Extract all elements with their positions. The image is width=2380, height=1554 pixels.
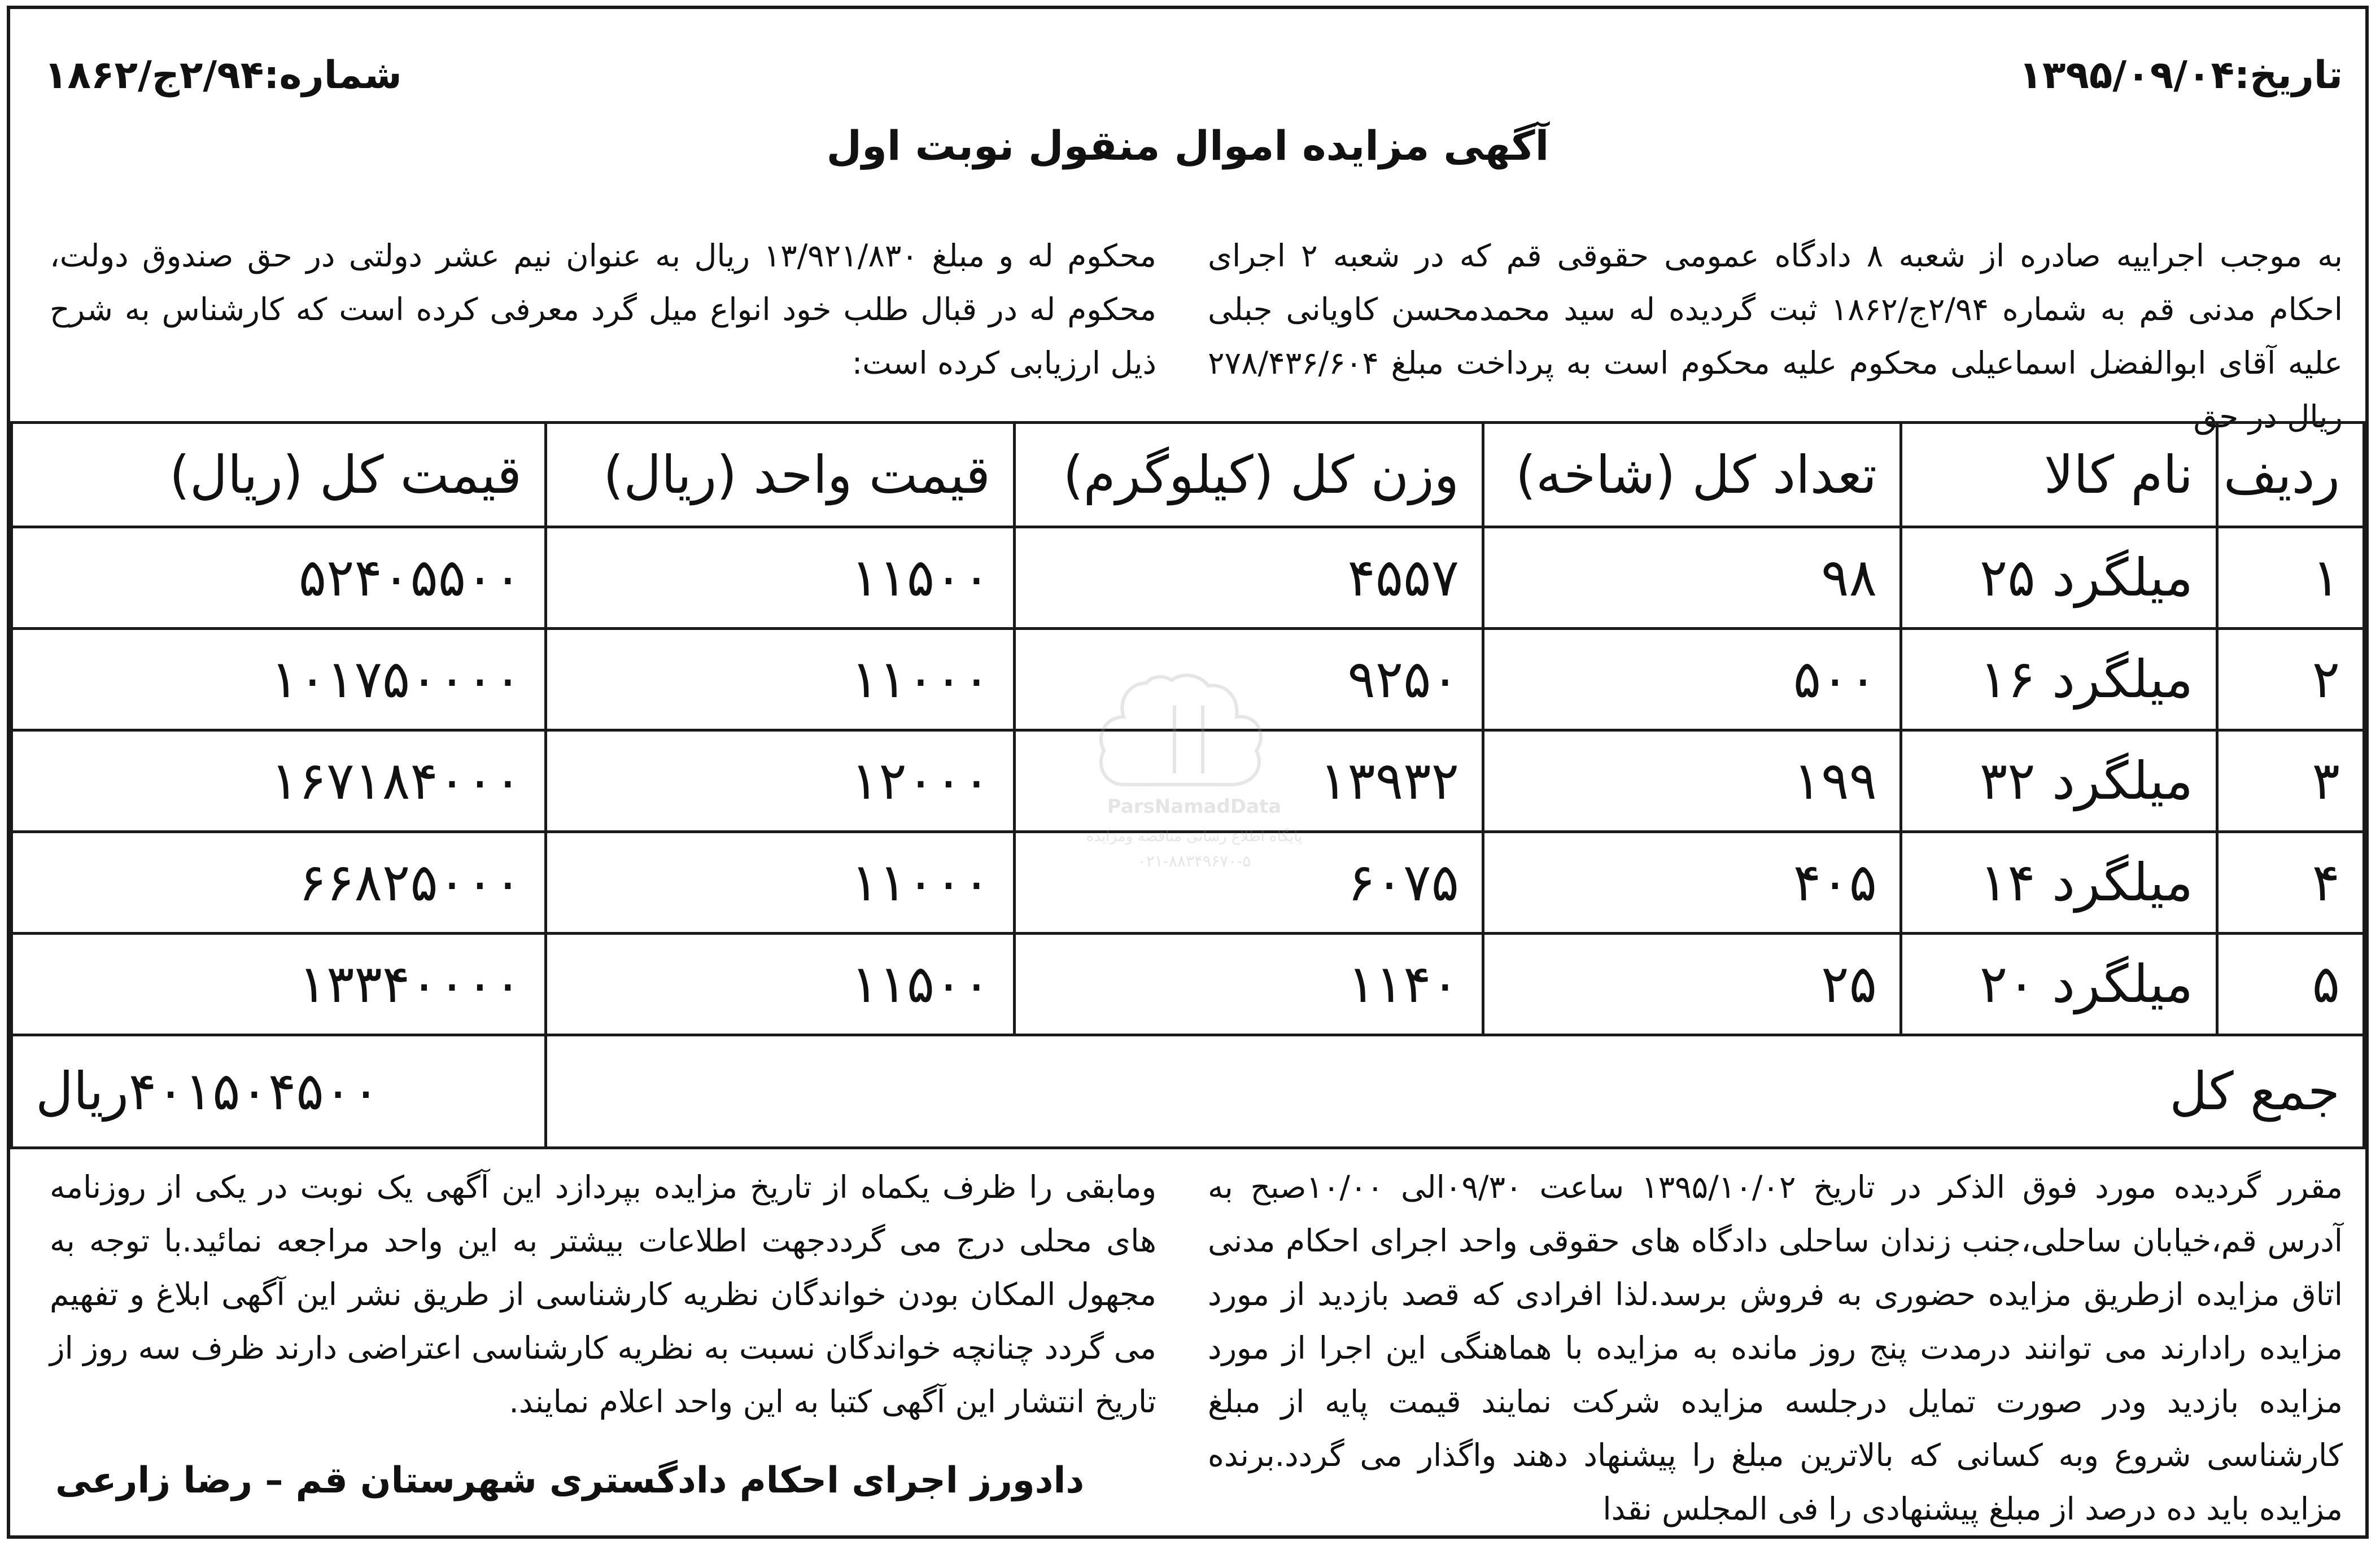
total-value: ۴۰۱۵۰۴۵۰۰ریال bbox=[12, 1035, 546, 1148]
cell-count: ۱۹۹ bbox=[1483, 730, 1901, 832]
cell-item-name: میلگرد ۱۶ bbox=[1901, 629, 2217, 730]
cell-unit-price: ۱۱۰۰۰ bbox=[546, 629, 1015, 730]
cell-row-number: ۲ bbox=[2217, 629, 2364, 730]
header-count: تعداد کل (شاخه) bbox=[1483, 423, 1901, 527]
cell-unit-price: ۱۱۰۰۰ bbox=[546, 832, 1015, 934]
cell-count: ۴۰۵ bbox=[1483, 832, 1901, 934]
cell-weight: ۴۵۵۷ bbox=[1015, 527, 1483, 629]
cell-weight: ۹۲۵۰ bbox=[1015, 629, 1483, 730]
intro-paragraph-right: به موجب اجراییه صادره از شعبه ۸ دادگاه عمومی حقوقی قم که در شعبه ۲ اجرای احکام مدنی قم به شماره ۲/۹۴ج/۱۸۶۲ ثبت گردیده له سید محمدمحسن کاویانی جبلی علیه آقای ابوالفضل اسماعیلی محکوم علیه محکوم است به پرداخت مبلغ ۲۷۸/۴۳۶/۶۰۴ ریال در حق bbox=[1208, 238, 2343, 435]
cell-unit-price: ۱۱۵۰۰ bbox=[546, 934, 1015, 1035]
signature: دادورز اجرای احکام دادگستری شهرستان قم – رضا زارعی bbox=[55, 1460, 1085, 1502]
table-row bbox=[12, 934, 2364, 1035]
total-label: جمع کل bbox=[546, 1035, 2364, 1148]
watermark-phone: ۰۲۱-۸۸۳۴۹۶۷۰-۵ bbox=[1137, 852, 1251, 870]
cell-total-price: ۵۲۴۰۵۵۰۰ bbox=[12, 527, 546, 629]
notice-number: شماره:۲/۹۴ج/۱۸۶۲ bbox=[44, 53, 402, 98]
cell-row-number: ۱ bbox=[2217, 527, 2364, 629]
cell-item-name: میلگرد ۲۵ bbox=[1901, 527, 2217, 629]
cell-total-price: ۱۳۳۴۰۰۰۰ bbox=[12, 934, 546, 1035]
header-row-number: ردیف bbox=[2217, 423, 2364, 527]
notice-title: آگهی مزایده اموال منقول نوبت اول bbox=[826, 122, 1549, 169]
closing-paragraph-right: مقرر گردیده مورد فوق الذکر در تاریخ ۱۳۹۵/۱۰/۰۲ ساعت ۰۹/۳۰الی ۱۰/۰۰صبح به آدرس قم،خیابان ساحلی،جنب زندان ساحلی دادگاه های حقوقی واحد اجرای احکام مدنی اتاق مزایده ازطریق مزایده حضوری به فروش برسد.لذا افرادی که قصد بازدید از مورد مزایده رادارند می توانند درمدت پنج روز مانده به مزایده با هماهنگی این اجرا از مورد مزایده بازدید ودر صورت تمایل درجلسه مزایده شرکت نمایند قیمت پایه از مبلغ کارشناسی شروع وبه کسانی که بالاترین مبلغ را پیشنهاد دهند واگذار می گردد.برنده مزایده باید ده درصد از مبلغ پیشنهادی را فی المجلس نقدا bbox=[1208, 1169, 2343, 1527]
table-row bbox=[12, 527, 2364, 629]
cell-row-number: ۳ bbox=[2217, 730, 2364, 832]
table-header-row bbox=[12, 423, 2364, 527]
cell-total-price: ۱۶۷۱۸۴۰۰۰ bbox=[12, 730, 546, 832]
cell-count: ۵۰۰ bbox=[1483, 629, 1901, 730]
cell-item-name: میلگرد ۳۲ bbox=[1901, 730, 2217, 832]
header-item-name: نام کالا bbox=[1901, 423, 2217, 527]
cell-row-number: ۵ bbox=[2217, 934, 2364, 1035]
cell-count: ۲۵ bbox=[1483, 934, 1901, 1035]
cell-row-number: ۴ bbox=[2217, 832, 2364, 934]
cell-item-name: میلگرد ۲۰ bbox=[1901, 934, 2217, 1035]
intro-paragraph-left: محکوم له و مبلغ ۱۳/۹۲۱/۸۳۰ ریال به عنوان نیم عشر دولتی در حق صندوق دولت، محکوم له در قبال طلب خود انواع میل گرد معرفی کرده است که کارشناس به شرح ذیل ارزیابی کرده است: bbox=[50, 238, 1156, 381]
closing-paragraph-left: ومابقی را ظرف یکماه از تاریخ مزایده بپردازد این آگهی یک نوبت در یکی از روزنامه های محلی درج می گرددجهت اطلاعات بیشتر به این واحد مراجعه نمائید.با توجه به مجهول المکان بودن خواندگان نظریه کارشناسی از طریق نشر این آگهی ابلاغ و تفهیم می گردد چنانچه خواندگان نسبت به نظریه کارشناسی اعتراضی دارند ظرف سه روز از تاریخ انتشار این آگهی کتبا به این واحد اعلام نمایند. bbox=[50, 1169, 1156, 1420]
header-total-price: قیمت کل (ریال) bbox=[12, 423, 546, 527]
header-weight: وزن کل (کیلوگرم) bbox=[1015, 423, 1483, 527]
cell-item-name: میلگرد ۱۴ bbox=[1901, 832, 2217, 934]
cell-unit-price: ۱۱۵۰۰ bbox=[546, 527, 1015, 629]
header-unit-price: قیمت واحد (ریال) bbox=[546, 423, 1015, 527]
cell-weight: ۶۰۷۵ bbox=[1015, 832, 1483, 934]
cell-total-price: ۶۶۸۲۵۰۰۰ bbox=[12, 832, 546, 934]
parsnamad-watermark-logo bbox=[1062, 660, 1327, 898]
notice-date: تاریخ:۱۳۹۵/۰۹/۰۴ bbox=[2019, 53, 2343, 98]
cell-weight: ۱۱۴۰ bbox=[1015, 934, 1483, 1035]
cell-unit-price: ۱۲۰۰۰ bbox=[546, 730, 1015, 832]
cell-total-price: ۱۰۱۷۵۰۰۰۰ bbox=[12, 629, 546, 730]
watermark-brand: ParsNamadData bbox=[1107, 795, 1282, 818]
cell-weight: ۱۳۹۳۲ bbox=[1015, 730, 1483, 832]
table-total-row bbox=[12, 1035, 2364, 1148]
watermark-tagline: پایگاه اطلاع رسانی مناقصه ومزایده bbox=[1086, 828, 1303, 845]
cell-count: ۹۸ bbox=[1483, 527, 1901, 629]
